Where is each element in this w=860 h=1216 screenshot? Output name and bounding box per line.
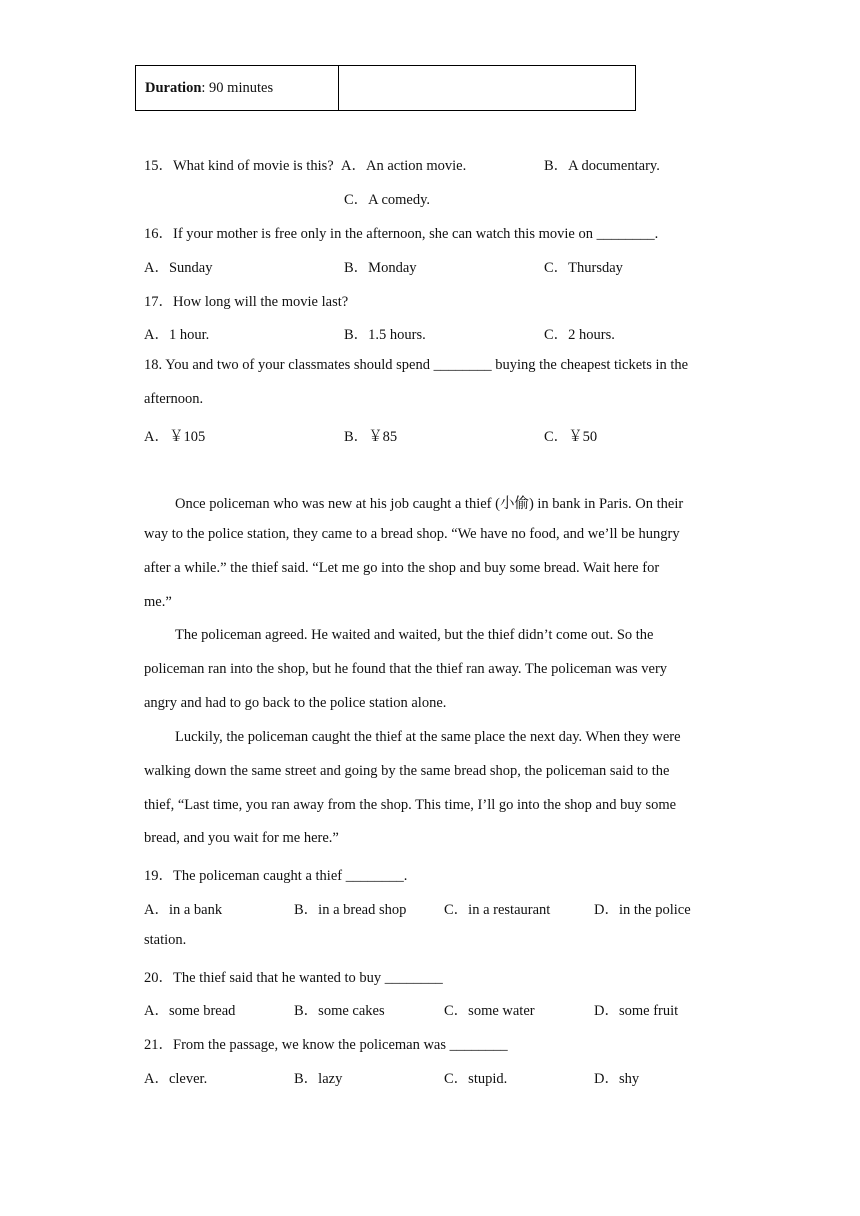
q18-option-c: C．￥50 <box>544 429 598 445</box>
q15-stem: 15．What kind of movie is this? <box>144 158 334 174</box>
duration-cell <box>136 66 339 111</box>
q20-option-c: C．some water <box>444 1003 535 1019</box>
passage-line: thief, “Last time, you ran away from the shop. This time, I’ll go into the shop and buy some <box>144 797 677 813</box>
q15-option-b: B．A documentary. <box>544 158 660 174</box>
passage-line: Once policeman who was new at his job caught a thief (小偷) in bank in Paris. On their <box>175 496 684 512</box>
q16-stem: 16．If your mother is free only in the afternoon, she can watch this movie on ________. <box>144 226 659 242</box>
q19-option-d-continued: station. <box>144 932 187 948</box>
q16-option-a: A．Sunday <box>144 260 213 276</box>
passage-line: walking down the same street and going by the same bread shop, the policeman said to the <box>144 763 670 779</box>
q15-option-a: A．An action movie. <box>341 158 467 174</box>
duration-label: Duration <box>145 79 202 96</box>
q17-option-a: A．1 hour. <box>144 327 210 343</box>
q18-option-b: B．￥85 <box>344 429 398 445</box>
q19-option-d: D．in the police <box>594 902 691 918</box>
passage-line: The policeman agreed. He waited and waited, but the thief didn’t come out. So the <box>175 627 654 643</box>
passage-line: angry and had to go back to the police station alone. <box>144 695 447 711</box>
empty-cell <box>339 66 636 111</box>
passage-line: after a while.” the thief said. “Let me go into the shop and buy some bread. Wait here for <box>144 560 660 576</box>
q20-stem: 20．The thief said that he wanted to buy ________ <box>144 970 443 986</box>
table-row <box>136 66 636 111</box>
q17-stem: 17．How long will the movie last? <box>144 294 349 310</box>
movie-info-table <box>135 65 636 111</box>
q21-option-d: D．shy <box>594 1071 640 1087</box>
q18-stem-line2: afternoon. <box>144 391 204 407</box>
passage-line: me.” <box>144 594 172 610</box>
passage-line: bread, and you wait for me here.” <box>144 830 339 846</box>
q20-option-a: A．some bread <box>144 1003 236 1019</box>
q17-option-c: C．2 hours. <box>544 327 615 343</box>
q18-stem-line1: 18. You and two of your classmates should spend ________ buying the cheapest tickets in the <box>144 357 689 373</box>
q15-option-c: C．A comedy. <box>344 192 431 208</box>
duration-value: : 90 minutes <box>201 79 274 96</box>
q19-option-b: B．in a bread shop <box>294 902 407 918</box>
q19-option-a: A．in a bank <box>144 902 223 918</box>
q21-stem: 21．From the passage, we know the policeman was ________ <box>144 1037 508 1053</box>
q19-option-c: C．in a restaurant <box>444 902 551 918</box>
q16-option-c: C．Thursday <box>544 260 623 276</box>
q20-option-d: D．some fruit <box>594 1003 679 1019</box>
q21-option-b: B．lazy <box>294 1071 343 1087</box>
q17-option-b: B．1.5 hours. <box>344 327 426 343</box>
passage-line: Luckily, the policeman caught the thief at the same place the next day. When they were <box>175 729 681 745</box>
q21-option-c: C．stupid. <box>444 1071 508 1087</box>
passage-line: way to the police station, they came to a bread shop. “We have no food, and we’ll be hungry <box>144 526 680 542</box>
q16-option-b: B．Monday <box>344 260 417 276</box>
q18-option-a: A．￥105 <box>144 429 206 445</box>
q20-option-b: B．some cakes <box>294 1003 385 1019</box>
passage-line: policeman ran into the shop, but he found that the thief ran away. The policeman was very <box>144 661 668 677</box>
q21-option-a: A．clever. <box>144 1071 208 1087</box>
q19-stem: 19．The policeman caught a thief ________. <box>144 868 408 884</box>
